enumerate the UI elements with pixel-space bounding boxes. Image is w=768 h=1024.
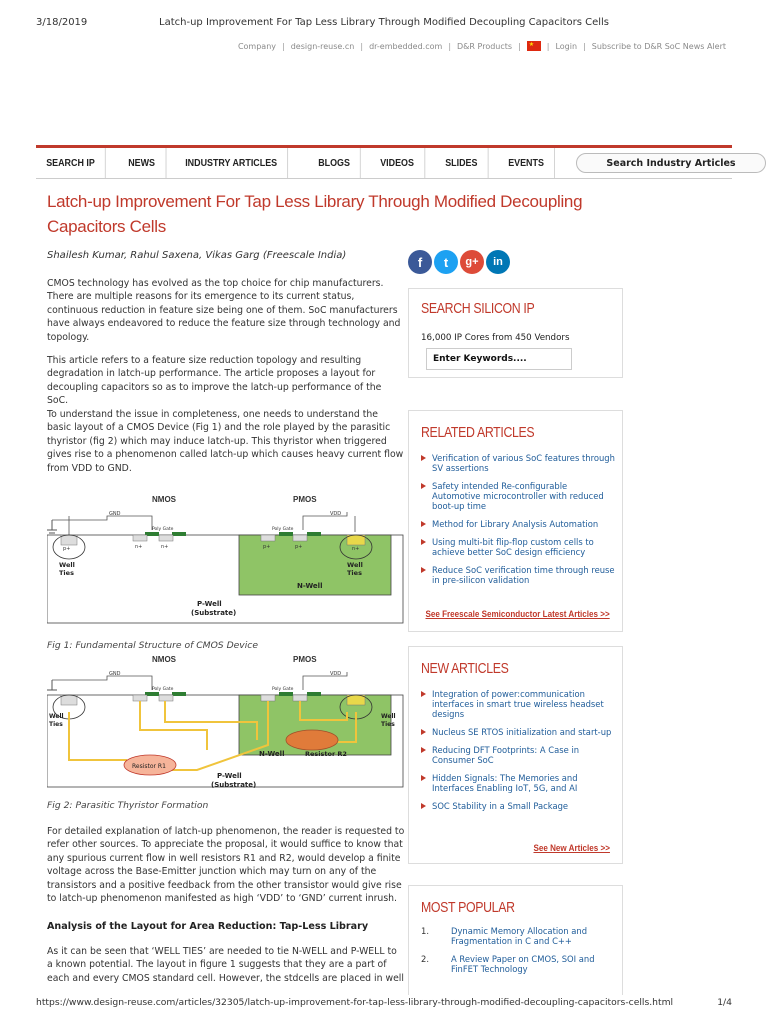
figure-parasitic-thyristor [47, 650, 407, 795]
linkedin-icon[interactable]: in [486, 250, 510, 274]
list-item[interactable]: Reducing DFT Footprints: A Case in Consumer SoC [421, 745, 616, 765]
print-date: 3/18/2019 [36, 17, 88, 28]
article-title: Latch-up Improvement For Tap Less Library Through Modified Decoupling Capacitors Cells [47, 192, 583, 236]
list-item[interactable]: SOC Stability in a Small Package [421, 801, 616, 811]
list-item[interactable]: Integration of power:communication interfaces in smart true wireless headset designs [421, 689, 616, 719]
list-item[interactable] [421, 926, 616, 946]
search-silicon-ip-box [408, 288, 623, 378]
fig2-pmos-label: PMOS [293, 655, 317, 664]
nav-slides[interactable]: SLIDES [435, 148, 488, 178]
figure-2-caption: Fig 2: Parasitic Thyristor Formation [47, 800, 209, 811]
most-popular-list [421, 926, 616, 982]
list-item[interactable]: Reduce SoC verification time through reuse in pre-silicon validation [421, 565, 616, 585]
fig1-well-ties-left-2: Ties [59, 569, 74, 577]
ip-count: 16,000 IP Cores from 450 Vendors [421, 333, 570, 343]
google-plus-icon[interactable]: g+ [460, 250, 484, 274]
new-articles-title: NEW ARTICLES [421, 661, 509, 677]
new-articles-list [421, 689, 616, 819]
nav-videos[interactable]: VIDEOS [370, 148, 425, 178]
list-item-number: 2. [421, 954, 429, 964]
search-industry-articles-input[interactable]: Search Industry Articles [576, 153, 766, 173]
main-nav [36, 145, 736, 179]
most-popular-box [408, 885, 623, 995]
paragraph-5: As it can be seen that ‘WELL TIES’ are needed to tie N-WELL and P-WELL to a known potential. The layout in figure 1 suggests that they are a part of each and every CMOS standard cell. However, the stdcells are placed in well [47, 946, 404, 984]
top-nav-company[interactable]: Company [237, 41, 277, 51]
list-item[interactable]: Hidden Signals: The Memories and Interfaces Enabling IoT, 5G, and AI [421, 773, 616, 793]
fig2-poly-gate-p: Poly Gate [272, 687, 294, 692]
nav-blogs[interactable]: BLOGS [308, 148, 361, 178]
social-share [408, 250, 510, 274]
top-nav-subscribe[interactable]: Subscribe to D&R SoC News Alert [591, 41, 726, 51]
top-nav-dr-embedded[interactable]: dr-embedded.com [369, 41, 443, 51]
fig2-nmos-label: NMOS [152, 655, 176, 664]
see-freescale-articles-link[interactable]: See Freescale Semiconductor Latest Articles >> [425, 609, 610, 620]
see-new-articles-link[interactable]: See New Articles >> [533, 843, 610, 854]
fig1-poly-gate-n: Poly Gate [152, 527, 174, 532]
fig2-resistor-r1: Resistor R1 [132, 763, 166, 770]
figure-1-caption: Fig 1: Fundamental Structure of CMOS Device [47, 640, 258, 651]
fig2-pwell-label: P-Well [217, 772, 242, 780]
list-item-text[interactable]: A Review Paper on CMOS, SOI and FinFET Technology [451, 954, 595, 974]
related-articles-list [421, 453, 616, 593]
fig2-well-ties-right-1: Well [381, 713, 396, 720]
top-nav-login[interactable]: Login [555, 41, 578, 51]
list-item[interactable]: Safety intended Re-configurable Automotive microcontroller with reduced boot-up time [421, 481, 616, 511]
fig1-well-ties-right-1: Well [347, 561, 363, 569]
related-articles-box [408, 410, 623, 632]
facebook-icon[interactable]: f [408, 250, 432, 274]
print-title: Latch-up Improvement For Tap Less Library Through Modified Decoupling Capacitors Cells [159, 17, 609, 28]
list-item[interactable]: Nucleus SE RTOS initialization and start-up [421, 727, 616, 737]
fig1-substrate-label: (Substrate) [191, 609, 237, 617]
list-item-text[interactable]: Dynamic Memory Allocation and Fragmentation in C and C++ [451, 926, 588, 946]
nav-news[interactable]: NEWS [118, 148, 166, 178]
nav-events[interactable]: EVENTS [498, 148, 555, 178]
fig2-well-ties-right-2: Ties [381, 721, 395, 728]
china-flag-icon[interactable] [527, 41, 541, 51]
most-popular-title: MOST POPULAR [421, 900, 515, 916]
list-item-number: 1. [421, 926, 429, 936]
fig1-vdd-label: VDD [330, 511, 342, 517]
top-nav-design-reuse-cn[interactable]: design-reuse.cn [290, 41, 355, 51]
related-articles-title: RELATED ARTICLES [421, 425, 535, 441]
nav-search-ip[interactable]: SEARCH IP [36, 148, 106, 178]
print-url: https://www.design-reuse.com/articles/32305/latch-up-improvement-for-tap-less-library-through-modified-decoupling-capacitors-cells.html [36, 997, 674, 1008]
fig1-pplus-2: p+ [263, 544, 271, 550]
fig2-nwell-label: N-Well [259, 750, 285, 758]
fig1-well-ties-right-2: Ties [347, 569, 362, 577]
fig1-pplus-3: p+ [295, 544, 303, 550]
fig1-pmos-label: PMOS [293, 495, 317, 504]
ip-keyword-input[interactable]: Enter Keywords.... [426, 348, 572, 370]
list-item[interactable]: Using multi-bit flip-flop custom cells to achieve better SoC design efficiency [421, 537, 616, 557]
twitter-icon[interactable]: t [434, 250, 458, 274]
paragraph-1: CMOS technology has evolved as the top choice for chip manufacturers. There are multiple reasons for its emergence to its current status, continuous reduction in feature size being one of them. SoC manufacturers have always endeavored to reduce the feature size through technology and topology. [47, 278, 401, 343]
paragraph-4: For detailed explanation of latch-up phenomenon, the reader is requested to refer other sources. To appreciate the proposal, it would suffice to know that any spurious current flow in well resistors R1 and R2, would develop a finite voltage across the Base-Emitter junction which may turn on any of the transistors and a positive feedback from the other transistor would give rise to latch-up phenomenon manifested as high ‘VDD’ to ‘GND’ current inrush. [47, 826, 405, 905]
fig1-nmos-label: NMOS [152, 495, 176, 504]
list-item[interactable]: Verification of various SoC features through SV assertions [421, 453, 616, 473]
fig2-gnd-label: GND [109, 671, 121, 677]
fig2-substrate-label: (Substrate) [211, 781, 257, 789]
top-nav-dr-products[interactable]: D&R Products [457, 41, 513, 51]
article-authors: Shailesh Kumar, Rahul Saxena, Vikas Garg (Freescale India) [47, 250, 347, 261]
fig1-poly-gate-p: Poly Gate [272, 527, 294, 532]
paragraph-2: This article refers to a feature size reduction topology and resulting degradation in latch-up performance. The article proposes a layout for decoupling capacitors so as to improve the latch-up performance of the SoC. [47, 355, 382, 407]
fig2-well-ties-left-1: Well [49, 713, 64, 720]
fig2-well-ties-left-2: Ties [49, 721, 63, 728]
fig1-gnd-label: GND [109, 511, 121, 517]
new-articles-box [408, 646, 623, 864]
nav-industry-articles[interactable]: INDUSTRY ARTICLES [175, 148, 288, 178]
fig1-pplus-1: p+ [63, 546, 71, 552]
page-number: 1/4 [717, 997, 732, 1008]
fig1-nwell-label: N-Well [297, 582, 323, 590]
figure-cmos-structure [47, 490, 407, 632]
top-nav: Company | design-reuse.cn | dr-embedded.com | D&R Products | ★ | Login | Subscribe to D&R SoC News Alert [232, 41, 732, 51]
fig2-resistor-r2: Resistor R2 [305, 750, 347, 758]
fig1-well-ties-left-1: Well [59, 561, 75, 569]
list-item[interactable] [421, 954, 616, 974]
fig1-nplus-3: n+ [352, 546, 360, 552]
search-silicon-ip-title: SEARCH SILICON IP [421, 301, 535, 317]
fig1-pwell-label: P-Well [197, 600, 222, 608]
list-item[interactable]: Method for Library Analysis Automation [421, 519, 616, 529]
fig2-vdd-label: VDD [330, 671, 342, 677]
analysis-heading: Analysis of the Layout for Area Reduction: Tap-Less Library [47, 921, 369, 932]
print-header [36, 17, 732, 31]
paragraph-3: To understand the issue in completeness, one needs to understand the basic layout of a CMOS Device (Fig 1) and the role played by the parasitic thyristor (fig 2) which may induce latch-up. This thyristor when triggered gives rise to a phenomenon called latch-up which causes heavy current flow from VDD to GND. [47, 409, 404, 474]
fig2-poly-gate-n: Poly Gate [152, 687, 174, 692]
fig1-nplus-2: n+ [161, 544, 169, 550]
fig1-nplus-1: n+ [135, 544, 143, 550]
